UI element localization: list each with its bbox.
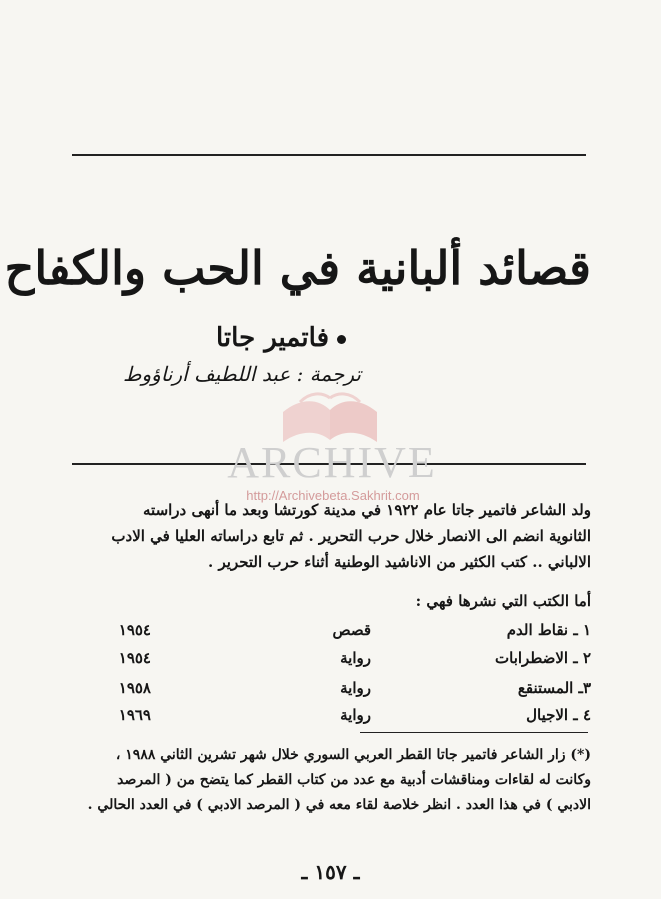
book-row bbox=[69, 679, 591, 703]
book-year: ١٩٥٤ bbox=[118, 621, 151, 639]
footnote bbox=[69, 743, 591, 818]
book-year: ١٩٦٩ bbox=[118, 706, 151, 724]
book-row bbox=[69, 621, 591, 645]
book-title: ٢ ـ الاضطرابات bbox=[495, 649, 591, 667]
book-title: ٤ ـ الاجيال bbox=[526, 706, 591, 724]
author-line bbox=[216, 323, 346, 353]
footnote-line: الادبي ) في هذا العدد . انظر خلاصة لقاء معه في ( المرصد الادبي ) في العدد الحالي . bbox=[87, 797, 591, 813]
footnote-line: وكانت له لقاءات ومناقشات أدبية مع عدد من كتاب القطر كما يتضح من ( المرصد bbox=[117, 772, 591, 788]
book-title: ١ ـ نقاط الدم bbox=[506, 621, 591, 639]
article-title: قصائد ألبانية في الحب والكفاح bbox=[4, 241, 591, 295]
book-title: ٣ـ المستنقع bbox=[517, 679, 591, 697]
watermark-text: ARCHIVE bbox=[227, 438, 437, 487]
page-number: ـ ١٥٧ ـ bbox=[301, 860, 360, 884]
book-row bbox=[69, 649, 591, 673]
bullet-dot bbox=[337, 335, 346, 344]
intro-line: الالباني .. كتب الكثير من الاناشيد الوطنية أثناء حرب التحرير . bbox=[208, 553, 591, 571]
author-name: فاتمير جاتا bbox=[215, 323, 329, 353]
book-row bbox=[69, 706, 591, 730]
book-type: قصص bbox=[332, 621, 371, 639]
book-type: رواية bbox=[340, 679, 371, 697]
footnote-line: (*) زار الشاعر فاتمير جاتا القطر العربي السوري خلال شهر تشرين الثاني ١٩٨٨ ، bbox=[115, 747, 591, 763]
translator-line: ترجمة : عبد اللطيف أرناؤوط bbox=[123, 362, 361, 386]
book-year: ١٩٥٤ bbox=[118, 649, 151, 667]
watermark-url: http://Archivebeta.Sakhrit.com bbox=[246, 488, 420, 503]
book-type: رواية bbox=[340, 649, 371, 667]
intro-line: ولد الشاعر فاتمير جاتا عام ١٩٢٢ في مدينة كورتشا وبعد ما أنهى دراسته bbox=[143, 501, 591, 519]
intro-paragraph bbox=[69, 497, 591, 575]
book-year: ١٩٥٨ bbox=[118, 679, 151, 697]
book-type: رواية bbox=[340, 706, 371, 724]
books-intro: أما الكتب التي نشرها فهي : bbox=[415, 592, 591, 610]
intro-line: الثانوية انضم الى الانصار خلال حرب التحرير . ثم تابع دراساته العليا في الادب bbox=[111, 527, 591, 545]
